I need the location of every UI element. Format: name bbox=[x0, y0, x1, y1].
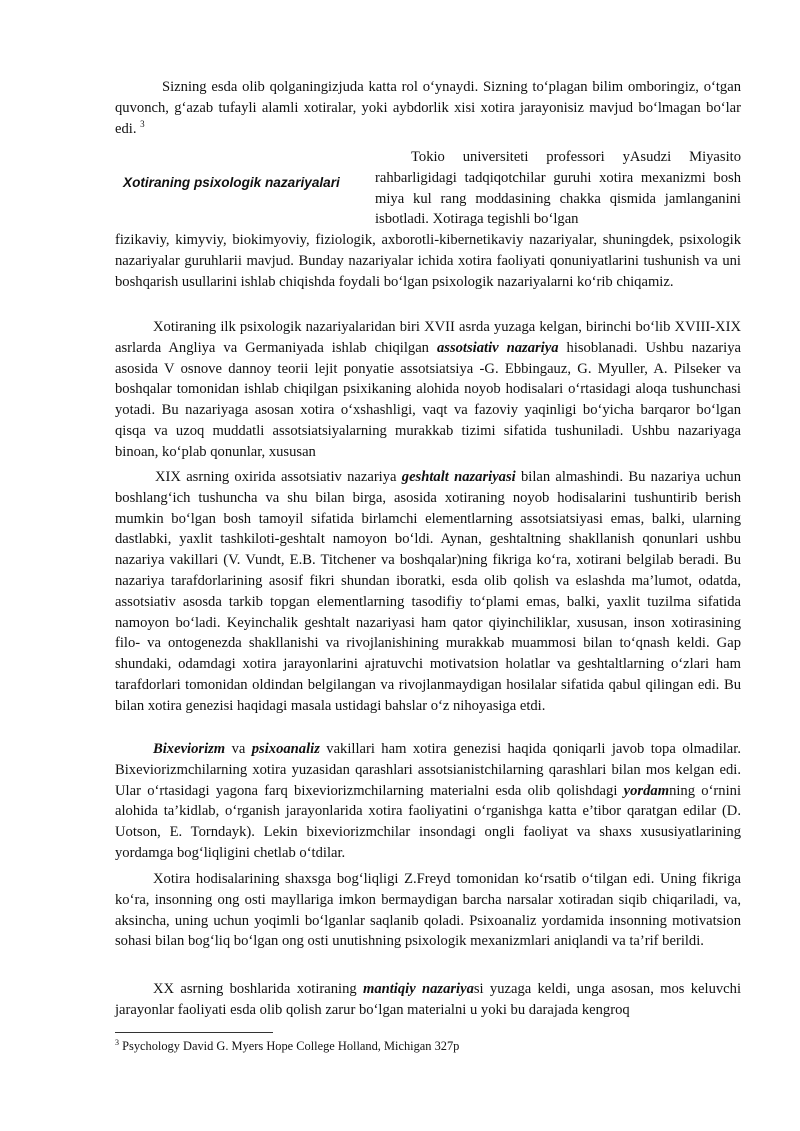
paragraph-text: ning o‘rnini alohida ta’kidlab, o‘rganish jarayonlarida xotira faoliyatini o‘rganishga katta e’tibor qaratgan edilar (D. Uotson, E. Torndayk). Lekin bixeviorizmchilar insondagi ongli faoliyat va shaxs xususiyatlarining yordamga bog‘liqligini chetlab o‘tdilar. bbox=[115, 782, 741, 861]
term-gestalt-theory: geshtalt nazariyasi bbox=[401, 469, 516, 485]
paragraph-side-text: Tokio universiteti professori yAsudzi Miyasito rahbarligidagi tadqiqotchilar guruhi xotira mexanizmi bosh miya kul rang moddasining chakka qismida jamlanganini isbotladi. Xotiraga tegishli bo‘lgan bbox=[375, 149, 741, 228]
section-heading: Xotiraning psixologik nazariyalari bbox=[123, 175, 340, 190]
term-psychoanalysis: psixoanaliz bbox=[251, 741, 320, 757]
paragraph-text: hisoblanadi. Ushbu nazariya asosida V osnove dannoy teorii lejit ponyatie assotsiatsiya -G. Ebbingauz, G. Myuller, A. Pilseker va boshqalar tomonidan ishlab chiqilgan psixikaning alohida noyob hodisalari o‘rtasidagi aloqa tushunchasi yotadi. Bu nazariyaga asosan xotira o‘xshashligi, vaqt va fazoviy yaqinligi bo‘yicha barqaror bo‘lgan qisqa va uzoq muddatli assotsiatsiyalarning murakkab tizimi sifatida tushuniladi. Ushbu nazariyaga binoan, ko‘plab qonunlar, xususan bbox=[115, 339, 741, 460]
paragraph-text: si yuzaga keldi, unga asosan, mos keluvchi jarayonlar faoliyati esda olib qolish zarur bo‘lgan materialni u yoki bu darajada kengroq bbox=[115, 981, 741, 1018]
term-associative-theory: assotsiativ nazariya bbox=[436, 339, 559, 356]
footnote-separator bbox=[115, 1032, 273, 1033]
paragraph-theories-groups: fizikaviy, kimyviy, biokimyoviy, fiziologik, axborotli-kibernetikaviy nazariyalar, shuningdek, psixologik nazariyalar guruhlarii mavjud. Bunday nazariyalar ichida xotira faoliyati qonuniyatlarini tushunish va uni boshqarish usullarini ishlab chiqishda foydali bo‘lgan psixologik nazariyalarni ko‘rib chiqamiz. bbox=[115, 232, 741, 290]
paragraph-logical-theory bbox=[115, 979, 741, 1021]
paragraph-text: XX asrning boshlarida xotiraning bbox=[153, 981, 363, 997]
paragraph-behaviorism bbox=[115, 739, 741, 864]
footnote-mark: 3 bbox=[115, 1037, 119, 1047]
term-behaviorism: Bixeviorizm bbox=[153, 741, 226, 757]
paragraph-text: Xotiraning ilk psixologik nazariyalaridan biri XVII asrda yuzaga kelgan, birinchi bo‘lib XVIII-XIX asrlarda Angliya va Germaniyada ishlab chiqilgan bbox=[115, 319, 741, 356]
paragraph-text: bilan almashindi. Bu nazariya uchun boshlang‘ich tushuncha va shu bilan birga, asosida xotiraning noyob hodisalarini tushuntirib berish mumkin bo‘lgan bosh tamoyil sifatida birlamchi elementlarning assotsiatsiyasi emas, balki, ularning dastlabki, yaxlit tashkiloti-geshtalt namoyon bo‘ldi. Aynan, geshtaltning shakllanish qonunlari ushbu nazariya vakillari (V. Vundt, E.B. Titchener va boshqalar)ning fikriga ko‘ra, xotirani belgilab beradi. Bu nazariya tarafdorlarining asosif fikri shundan iboratki, esda olib qolish va eslashda ma’lumot, odatda, assotsiativ asosda tarkib topgan elementlarning tasodifiy to‘plami emas, balki, yaxlit tuzilma sifatida namoyon bo‘ladi. Keyinchalik geshtalt nazariyasi ham qator qiyinchiliklar, xususan, inson xotirasining filo- va ontogenezda shakllanishi va rivojlanishining murakkab muammosi bilan to‘qnash keldi. Gap shundaki, odamdagi xotira jarayonlarini ajratuvchi motivatsion holatlar va geshtaltlarning o‘zlari ham tarafdorlari tomonidan oldindan belgilangan va rivojlanmaydigan hosilalar sifatida qabul qilingan edi. Bu bilan xotira genezisi haqidagi masala ustidagi bahslar o‘z nihoyasiga etdi. bbox=[115, 469, 742, 714]
paragraph-associative-theory bbox=[115, 317, 741, 463]
footnote-text: Psychology David G. Myers Hope College Holland, Michigan 327p bbox=[122, 1039, 460, 1053]
footnote-reference: 3 bbox=[140, 118, 145, 129]
paragraph-gestalt-theory bbox=[115, 467, 741, 717]
paragraph-text: vakillari ham xotira genezisi haqida qoniqarli javob topa olmadilar. Bixeviorizmchilarning xotira yuzasidan qarashlari assotsianistchilarning qarashlari bilan mos kelgan edi. Ular o‘rtasidagi yagona farq bixeviorizmchilarning materialni esda olib qolishdagi bbox=[115, 741, 741, 799]
paragraph-text: XIX asrning oxirida assotsiativ nazariya bbox=[155, 469, 402, 485]
paragraph-intro bbox=[115, 77, 741, 139]
paragraph-freud: Xotira hodisalarining shaxsga bog‘liqligi Z.Freyd tomonidan ko‘rsatib o‘tilgan edi. Uning fikriga ko‘ra, insonning ong osti mayllariga imkon bermaydigan barcha narsalar xotiradan siqib chiqariladi, va, aksincha, uning uchun yoqimli bo‘lganlar saqlanib qoladi. Psixoanaliz yordamida insonning motivatsion sohasi bilan bog‘liq bo‘lgan ong osti unutishning psixologik mexanizmlari aniqlandi va ta’rif berildi. bbox=[115, 871, 741, 950]
term-yordam: yordam bbox=[623, 782, 670, 799]
paragraph-intro-text: Sizning esda olib qolganingizjuda katta rol o‘ynaydi. Sizning to‘plagan bilim omboringiz, o‘tgan quvonch, g‘azab tufayli alamli xotiralar, yoki aybdorlik xisi xotira jarayonisiz mavjud bo‘lmagan bo‘lar edi. bbox=[115, 79, 741, 137]
footnote bbox=[115, 1038, 741, 1054]
term-logical-theory: mantiqiy nazariya bbox=[362, 981, 474, 997]
paragraph-text: va bbox=[225, 741, 252, 757]
